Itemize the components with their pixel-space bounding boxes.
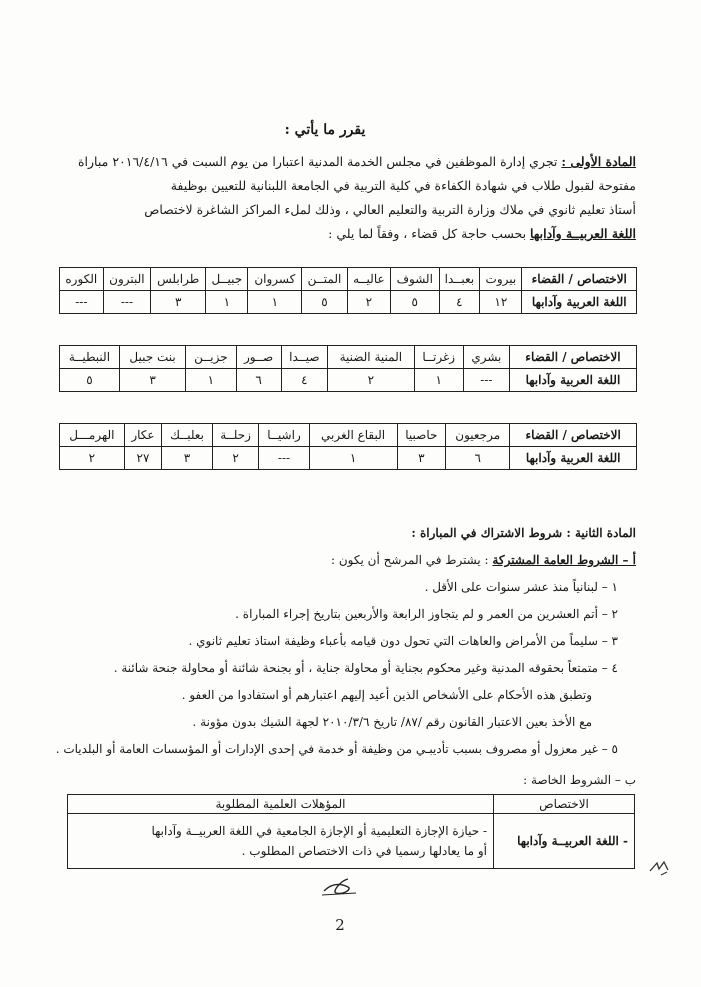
table-header-row: [60, 424, 637, 447]
table-cell: الشوف: [390, 268, 439, 291]
condition-item: ١ – لبنانياً منذ عشر سنوات على الأقل .: [424, 580, 618, 594]
article-1-specialty: اللغة العربيــة وآدابها: [530, 226, 636, 241]
table-cell: ١٢: [480, 291, 522, 314]
table-cell: الكوره: [60, 268, 104, 291]
table-cell: البقاع الغربي: [309, 424, 397, 447]
table-cell: بعلبــك: [162, 424, 213, 447]
table-cell: جبيــل: [206, 268, 248, 291]
table-cell: ٢: [60, 447, 125, 470]
table-cell: المتــن: [302, 268, 348, 291]
districts-table-2: [59, 345, 637, 392]
districts-table-1: [59, 267, 637, 314]
table-cell: الهرمـــل: [60, 424, 125, 447]
qualification-line: - حيازة الإجازة التعليمية أو الإجازة الجامعية في اللغة العربيــة وآدابها: [151, 824, 487, 838]
table-cell: بيروت: [480, 268, 522, 291]
table-corner-label: الاختصاص / القضاء: [522, 268, 637, 291]
table-row: [60, 369, 637, 392]
table-header-row: [60, 268, 637, 291]
table-cell: جزيــن: [186, 346, 236, 369]
article-1: [51, 150, 636, 246]
special-conditions-table: [67, 794, 635, 869]
table-cell: ٣: [397, 447, 446, 470]
table-cell: ٥: [60, 369, 120, 392]
article-1-line-3: أستاذ تعليم ثانوي في ملاك وزارة التربية والتعليم العالي ، وذلك لملء المراكز الشاغرة لاختصاص: [144, 202, 636, 217]
table-row: [60, 291, 637, 314]
row-label: اللغة العربية وآدابها: [522, 291, 637, 314]
table-cell: ٢: [212, 447, 259, 470]
table-cell: طرابلس: [151, 268, 206, 291]
table-cell: صيــدا: [281, 346, 328, 369]
table-cell: بعبــدا: [439, 268, 480, 291]
table-cell: ١: [206, 291, 248, 314]
table-cell: ---: [103, 291, 151, 314]
table-cell: البترون: [103, 268, 151, 291]
table-cell: ---: [259, 447, 309, 470]
margin-mark-icon: [647, 857, 673, 879]
general-conditions-label: أ – الشروط العامة المشتركة: [492, 553, 636, 567]
table-cell: ٣: [162, 447, 213, 470]
row-label: اللغة العربية وآدابها: [509, 369, 636, 392]
article-2: [46, 523, 636, 766]
table-cell: ٢٧: [124, 447, 161, 470]
row-label: اللغة العربية وآدابها: [510, 447, 637, 470]
article-1-label: المادة الأولى :: [561, 154, 636, 169]
page-number: 2: [335, 916, 345, 934]
table-cell: ٣: [151, 291, 206, 314]
table-cell: ٦: [446, 447, 510, 470]
table-cell: راشيــا: [259, 424, 309, 447]
decision-heading: يقرر ما يأتي :: [284, 122, 366, 138]
table-row: [60, 447, 637, 470]
specialty-cell: - اللغة العربيــة وآدابها: [494, 814, 635, 869]
table-cell: ٣: [119, 369, 185, 392]
special-conditions-label: ب – الشروط الخاصة :: [523, 773, 636, 787]
table-cell: ١: [248, 291, 302, 314]
table-cell: زحلــة: [212, 424, 259, 447]
table-cell: كسروان: [248, 268, 302, 291]
table-cell: ---: [60, 291, 104, 314]
specialty-header: الاختصاص: [494, 795, 635, 814]
table-cell: ١: [414, 369, 463, 392]
table-cell: عاليــه: [347, 268, 390, 291]
article-2-label: المادة الثانية : شروط الاشتراك في المباراة :: [411, 526, 636, 540]
table-cell: عكار: [124, 424, 161, 447]
condition-item: ٥ – غير معزول أو مصروف بسبب تأديبـي من وظيفة أو خدمة في إحدى الإدارات أو المؤسسات العامة أو البلديات .: [55, 742, 618, 756]
qualifications-header: المؤهلات العلمية المطلوبة: [68, 795, 494, 814]
signature-icon: [318, 873, 362, 899]
article-1-line-2: مفتوحة لقبول طلاب في شهادة الكفاءة في كلية التربية في الجامعة اللبنانية للتعيين بوظيفة: [170, 178, 636, 193]
table-row: [68, 814, 635, 869]
table-cell: ٢: [328, 369, 414, 392]
table-corner-label: الاختصاص / القضاء: [509, 346, 636, 369]
table-cell: ٥: [302, 291, 348, 314]
table-cell: النبطيــة: [60, 346, 120, 369]
table-cell: ٤: [439, 291, 480, 314]
table-header-row: [60, 346, 637, 369]
table-cell: ٤: [281, 369, 328, 392]
table-cell: ١: [186, 369, 236, 392]
table-cell: ---: [463, 369, 509, 392]
qualifications-cell: [68, 814, 494, 869]
table-cell: زغرتــا: [414, 346, 463, 369]
table-cell: بشري: [463, 346, 509, 369]
table-cell: ٢: [347, 291, 390, 314]
article-1-line-4: اللغة العربيــة وآدابها بحسب حاجة كل قضاء ، وفقاً لما يلي :: [328, 226, 636, 241]
table-cell: المنية الضنية: [328, 346, 414, 369]
condition-item: ٢ – أتم العشرين من العمر و لم يتجاوز الرابعة والأربعين بتاريخ إجراء المباراة .: [235, 607, 618, 621]
article-1-line-1: المادة الأولى : تجري إدارة الموظفين في مجلس الخدمة المدنية اعتبارا من يوم السبت في ٢٠١٦/٤/١٦ مباراة: [78, 154, 636, 169]
districts-table-3: [59, 423, 637, 470]
table-cell: مرجعيون: [446, 424, 510, 447]
condition-note: مع الأخذ بعين الاعتبار القانون رقم /٨٧/ تاريخ ٢٠١٠/٣/٦ لجهة الشيك بدون مؤونة .: [192, 715, 592, 729]
table-cell: بنت جبيل: [119, 346, 185, 369]
table-header-row: [68, 795, 635, 814]
general-conditions-line: أ – الشروط العامة المشتركة : يشترط في المرشح أن يكون :: [331, 553, 636, 567]
table-cell: ٥: [390, 291, 439, 314]
table-cell: ٦: [236, 369, 281, 392]
table-cell: حاصبيا: [397, 424, 446, 447]
qualification-line: أو ما يعادلها رسميا في ذات الاختصاص المطلوب .: [241, 844, 487, 858]
table-cell: صــور: [236, 346, 281, 369]
condition-note: وتطبق هذه الأحكام على الأشخاص الذين أعيد إليهم اعتبارهم أو استفادوا من العفو .: [181, 688, 592, 702]
condition-item: ٣ – سليماً من الأمراض والعاهات التي تحول دون قيامه بأعباء وظيفة استاذ تعليم ثانوي .: [188, 634, 618, 648]
table-cell: ١: [309, 447, 397, 470]
condition-item: ٤ – متمتعاً بحقوقه المدنية وغير محكوم بجناية أو محاولة جناية ، أو بجنحة شائنة أو محاولة جنحة شائنة .: [113, 661, 618, 675]
table-corner-label: الاختصاص / القضاء: [510, 424, 637, 447]
